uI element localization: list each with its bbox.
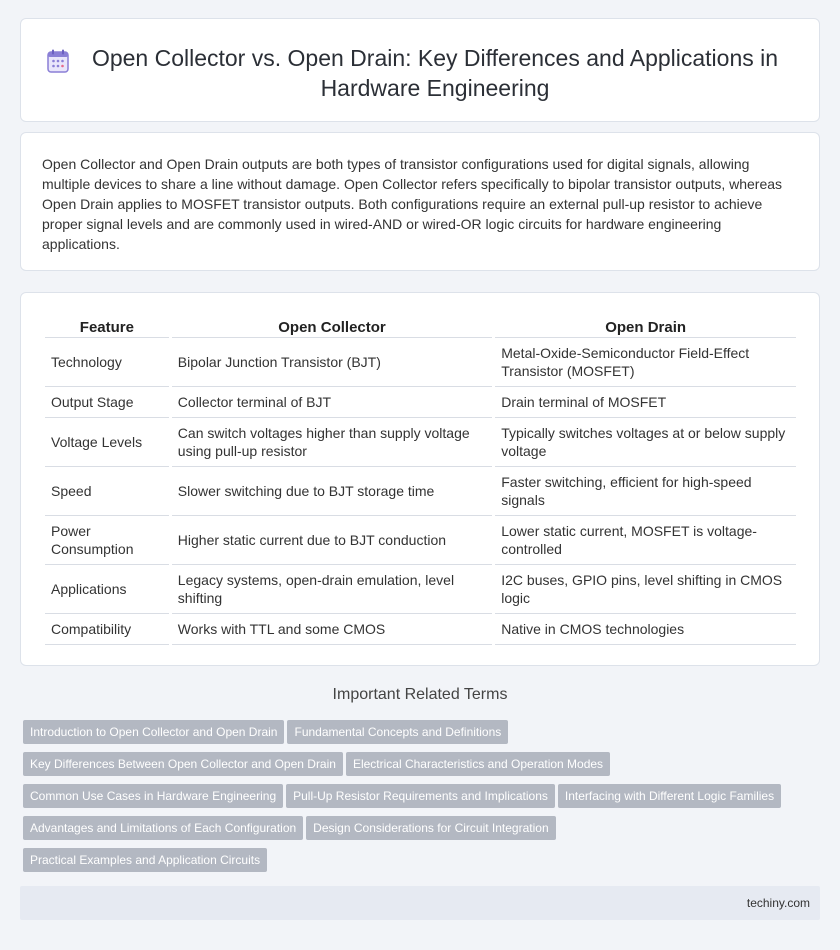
related-term-tag[interactable]: Design Considerations for Circuit Integration [306,816,555,840]
tag-row [23,720,803,752]
related-term-tag[interactable]: Electrical Characteristics and Operation Modes [346,752,610,776]
tag-row [23,784,803,816]
table-header-row [45,314,796,338]
table-cell-open-drain: Faster switching, efficient for high-speed signals [495,467,796,516]
tag-row [23,752,803,784]
table-cell-open-drain: Lower static current, MOSFET is voltage-controlled [495,516,796,565]
table-cell-open-drain: I2C buses, GPIO pins, level shifting in CMOS logic [495,565,796,614]
table-cell-open-collector: Legacy systems, open-drain emulation, level shifting [172,565,492,614]
table-cell-feature: Voltage Levels [45,418,169,467]
comparison-card [20,292,820,666]
footer [20,886,820,920]
title-wrap [21,43,819,103]
tag-row [23,848,803,880]
table-cell-open-collector: Collector terminal of BJT [172,387,492,418]
column-header-open-drain: Open Drain [495,314,796,338]
table-row [45,387,796,418]
table-cell-open-collector: Can switch voltages higher than supply voltage using pull-up resistor [172,418,492,467]
table-cell-feature: Compatibility [45,614,169,645]
table-row [45,338,796,387]
related-term-tag[interactable]: Practical Examples and Application Circuits [23,848,267,872]
related-term-tag[interactable]: Fundamental Concepts and Definitions [287,720,508,744]
table-cell-feature: Technology [45,338,169,387]
table-cell-open-drain: Metal-Oxide-Semiconductor Field-Effect Transistor (MOSFET) [495,338,796,387]
related-term-tag[interactable]: Pull-Up Resistor Requirements and Implications [286,784,555,808]
table-cell-open-collector: Bipolar Junction Transistor (BJT) [172,338,492,387]
calendar-icon [47,49,69,73]
table-row [45,614,796,645]
column-header-feature: Feature [45,314,169,338]
table-cell-open-collector: Higher static current due to BJT conduction [172,516,492,565]
related-terms-title: Important Related Terms [332,686,508,703]
title-card [20,18,820,122]
related-term-tag[interactable]: Introduction to Open Collector and Open Drain [23,720,284,744]
table-cell-feature: Output Stage [45,387,169,418]
column-header-open-collector: Open Collector [172,314,492,338]
intro-card [20,132,820,271]
table-row [45,418,796,467]
table-row [45,467,796,516]
comparison-table [42,314,799,645]
table-cell-feature: Applications [45,565,169,614]
footer-site-link[interactable]: techiny.com [746,896,810,910]
table-row [45,516,796,565]
intro-paragraph: Open Collector and Open Drain outputs are both types of transistor configurations used for digital signals, allowing multiple devices to share a line without damage. Open Collector refers specifically to bipolar transistor outputs, whereas Open Drain applies to MOSFET transistor outputs. Both configurations require an external pull-up resistor to achieve proper signal levels and are commonly used in wired-AND or wired-OR logic circuits for hardware engineering applications. [42,156,783,252]
table-cell-feature: Speed [45,467,169,516]
table-cell-open-drain: Native in CMOS technologies [495,614,796,645]
table-cell-open-collector: Slower switching due to BJT storage time [172,467,492,516]
tag-row [23,816,803,848]
table-cell-open-drain: Typically switches voltages at or below supply voltage [495,418,796,467]
table-row [45,565,796,614]
related-term-tag[interactable]: Common Use Cases in Hardware Engineering [23,784,283,808]
table-cell-open-drain: Drain terminal of MOSFET [495,387,796,418]
related-term-tag[interactable]: Interfacing with Different Logic Families [558,784,781,808]
table-cell-feature: Power Consumption [45,516,169,565]
table-cell-open-collector: Works with TTL and some CMOS [172,614,492,645]
page-title: Open Collector vs. Open Drain: Key Differences and Applications in Hardware Engineering [91,45,779,101]
related-terms-list [23,720,803,880]
related-term-tag[interactable]: Key Differences Between Open Collector and Open Drain [23,752,343,776]
related-term-tag[interactable]: Advantages and Limitations of Each Configuration [23,816,303,840]
